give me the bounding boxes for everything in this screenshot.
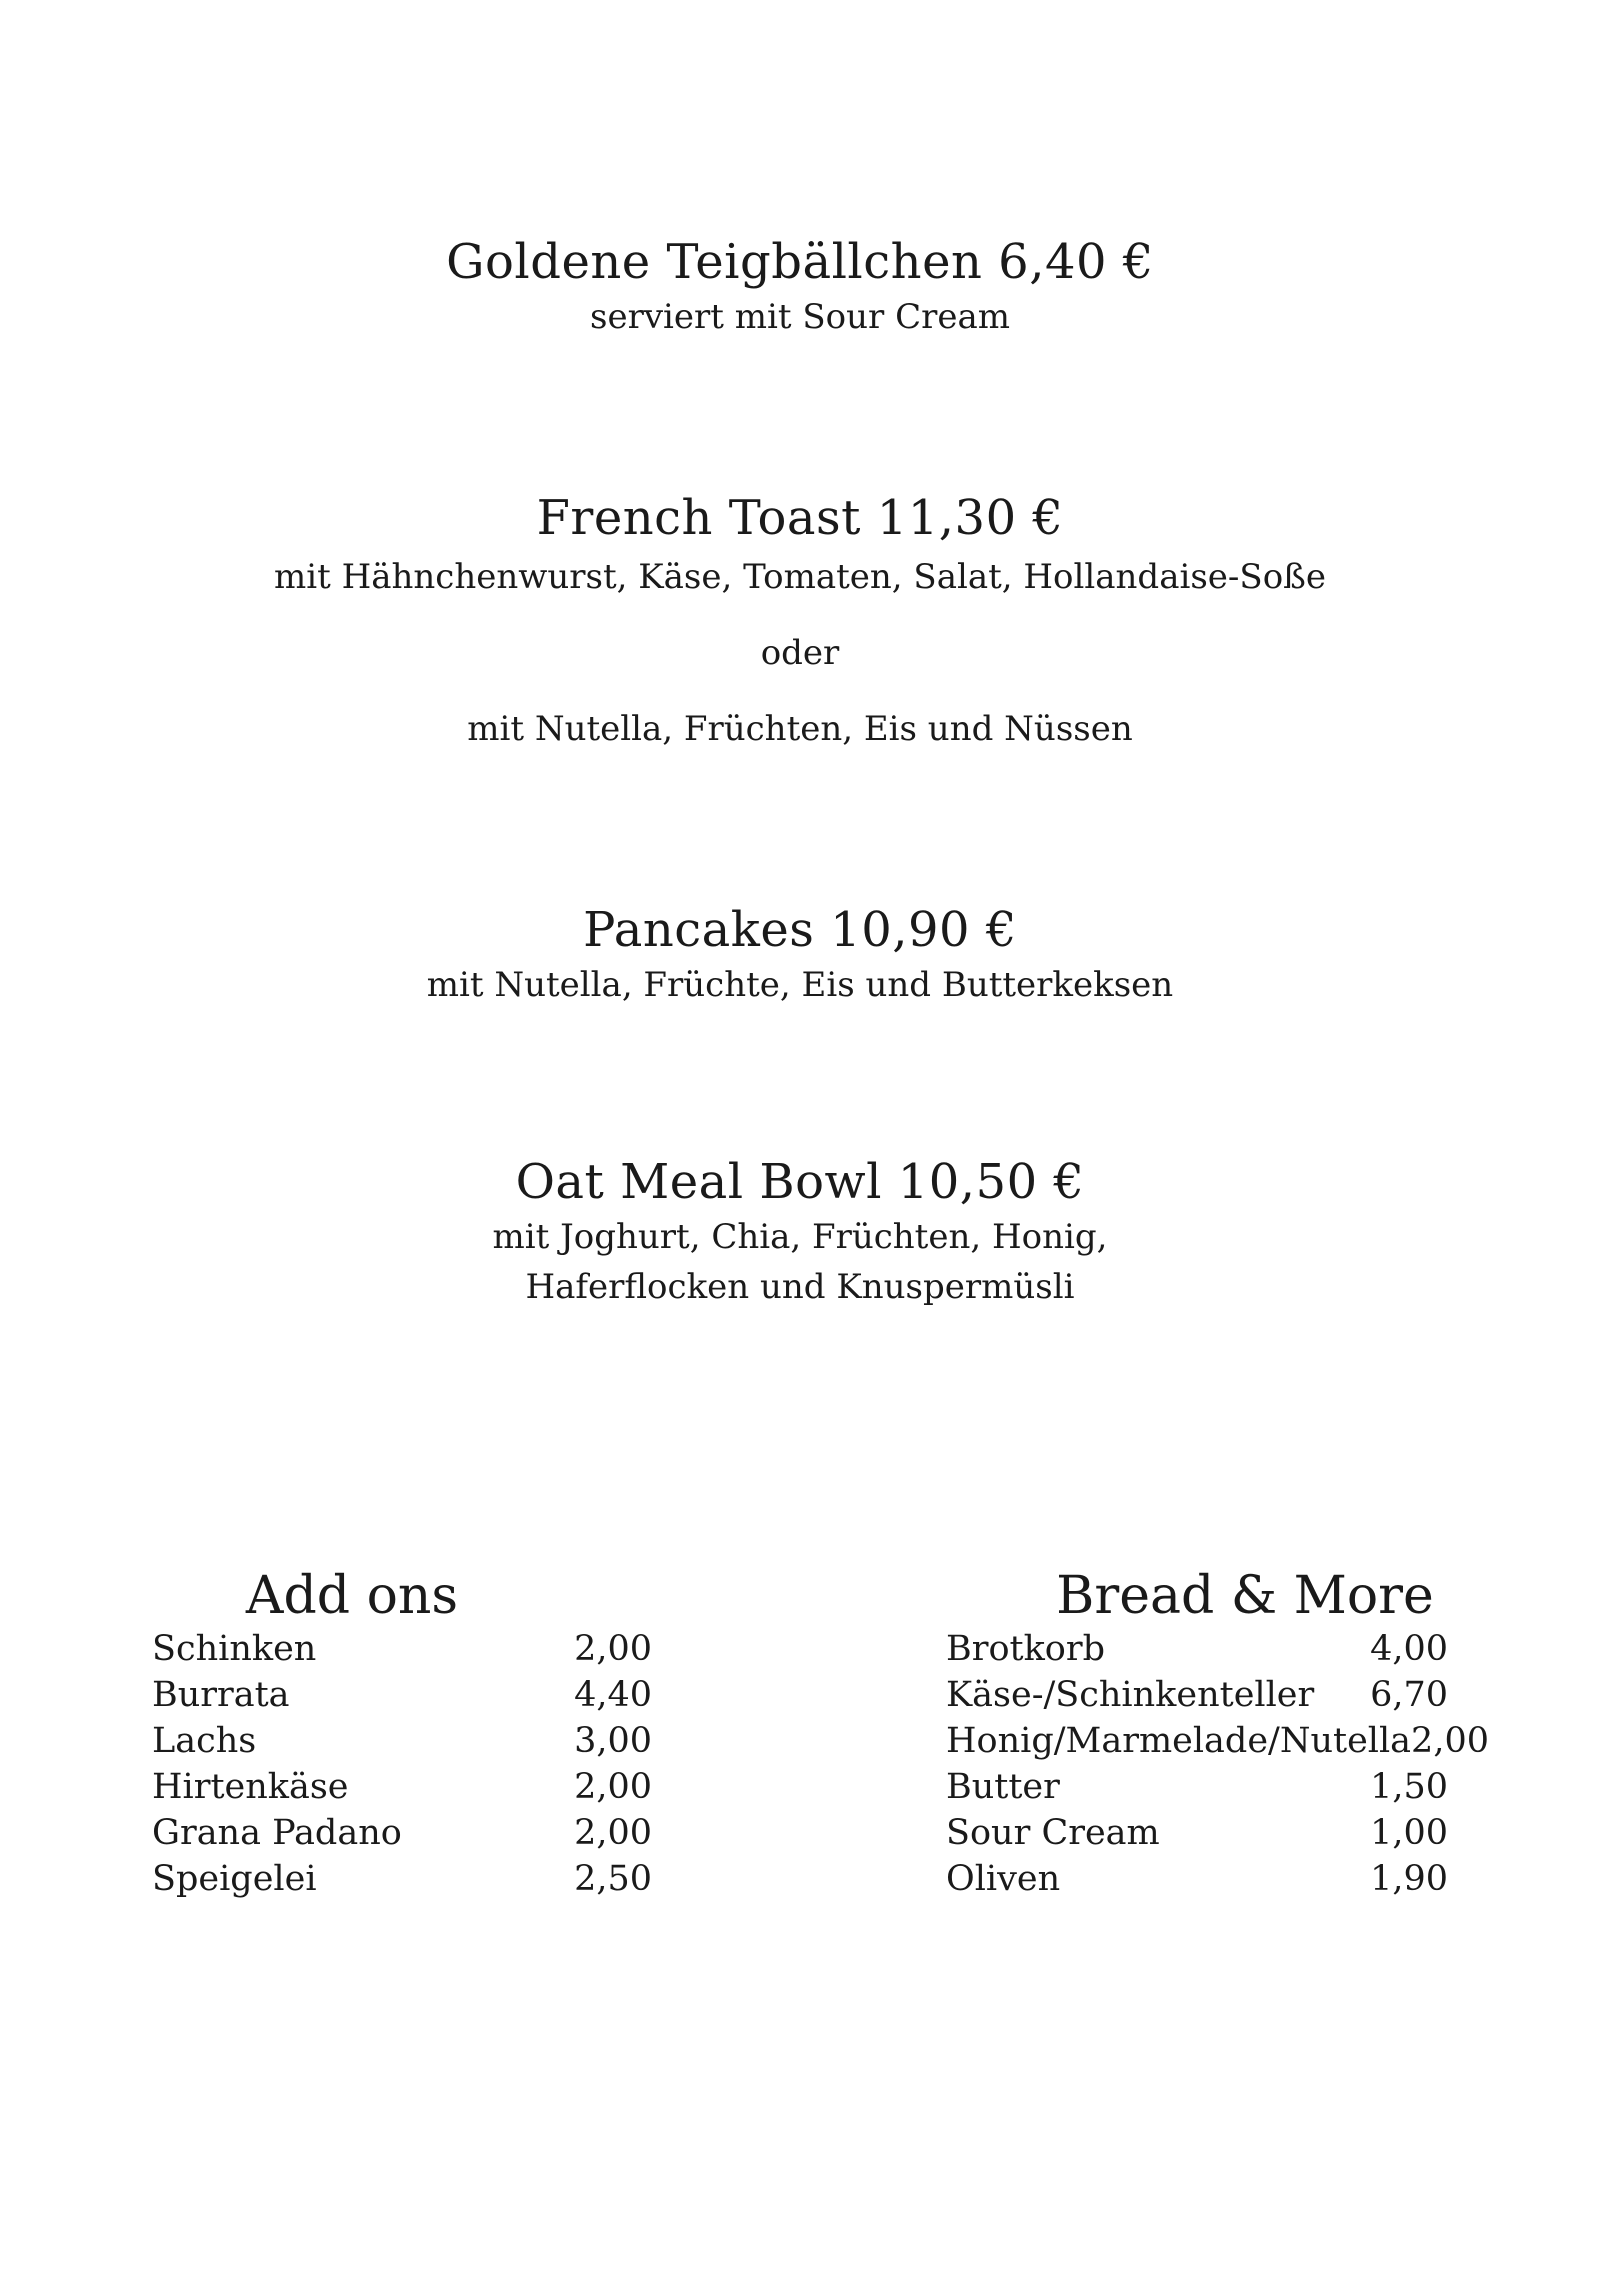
list-item bbox=[152, 1626, 652, 1672]
dish-description: mit Nutella, Früchte, Eis und Butterkeksen bbox=[426, 965, 1174, 1005]
list-item bbox=[152, 1856, 652, 1902]
item-name: Hirtenkäse bbox=[152, 1767, 349, 1807]
list-item bbox=[946, 1626, 1448, 1672]
item-price: 2,00 bbox=[574, 1767, 652, 1807]
item-name: Oliven bbox=[946, 1859, 1061, 1899]
item-name: Grana Padano bbox=[152, 1813, 402, 1853]
item-price: 2,00 bbox=[574, 1629, 652, 1669]
item-price: 4,40 bbox=[574, 1675, 652, 1715]
list-item bbox=[946, 1718, 1489, 1764]
item-name: Schinken bbox=[152, 1629, 317, 1669]
dish-french-toast bbox=[0, 488, 1600, 754]
list-item bbox=[152, 1718, 652, 1764]
item-price: 1,00 bbox=[1370, 1813, 1448, 1853]
item-price: 3,00 bbox=[574, 1721, 652, 1761]
dish-goldene-teigbaellchen bbox=[0, 232, 1600, 342]
dish-title: Goldene Teigbällchen 6,40 € bbox=[446, 234, 1154, 290]
item-name: Speigelei bbox=[152, 1859, 317, 1899]
item-price: 6,70 bbox=[1370, 1675, 1448, 1715]
bread-list bbox=[946, 1626, 1489, 1902]
item-name: Butter bbox=[946, 1767, 1060, 1807]
item-price: 1,50 bbox=[1370, 1767, 1448, 1807]
dish-description: mit Nutella, Früchten, Eis und Nüssen bbox=[467, 709, 1133, 749]
list-item bbox=[946, 1810, 1448, 1856]
list-item bbox=[946, 1856, 1448, 1902]
bread-title: Bread & More bbox=[1056, 1566, 1434, 1626]
dish-oat-meal-bowl bbox=[0, 1152, 1600, 1312]
dish-pancakes bbox=[0, 900, 1600, 1010]
list-item bbox=[152, 1810, 652, 1856]
addons-section bbox=[152, 1566, 652, 1902]
dish-description: mit Joghurt, Chia, Früchten, Honig, bbox=[492, 1217, 1108, 1257]
dish-title: Pancakes 10,90 € bbox=[583, 902, 1017, 958]
list-item bbox=[946, 1764, 1448, 1810]
item-price: 1,90 bbox=[1370, 1859, 1448, 1899]
dish-title: French Toast 11,30 € bbox=[536, 490, 1064, 546]
item-name: Burrata bbox=[152, 1675, 290, 1715]
item-name: Lachs bbox=[152, 1721, 257, 1761]
dish-title: Oat Meal Bowl 10,50 € bbox=[515, 1154, 1085, 1210]
list-item bbox=[152, 1672, 652, 1718]
dish-description: serviert mit Sour Cream bbox=[590, 297, 1010, 337]
item-name: Honig/Marmelade/Nutella bbox=[946, 1721, 1412, 1761]
dish-description: Haferflocken und Knuspermüsli bbox=[525, 1267, 1075, 1307]
addons-list bbox=[152, 1626, 652, 1902]
dish-description: mit Hähnchenwurst, Käse, Tomaten, Salat, Hollandaise-Soße bbox=[274, 557, 1326, 597]
item-price: 2,00 bbox=[1411, 1721, 1489, 1761]
item-price: 2,50 bbox=[574, 1859, 652, 1899]
item-name: Brotkorb bbox=[946, 1629, 1106, 1669]
item-price: 2,00 bbox=[574, 1813, 652, 1853]
item-name: Sour Cream bbox=[946, 1813, 1160, 1853]
item-price: 4,00 bbox=[1370, 1629, 1448, 1669]
bread-section bbox=[946, 1566, 1489, 1902]
addons-title: Add ons bbox=[245, 1566, 459, 1626]
list-item bbox=[946, 1672, 1448, 1718]
item-name: Käse-/Schinkenteller bbox=[946, 1675, 1315, 1715]
dish-description-separator: oder bbox=[760, 633, 840, 673]
list-item bbox=[152, 1764, 652, 1810]
